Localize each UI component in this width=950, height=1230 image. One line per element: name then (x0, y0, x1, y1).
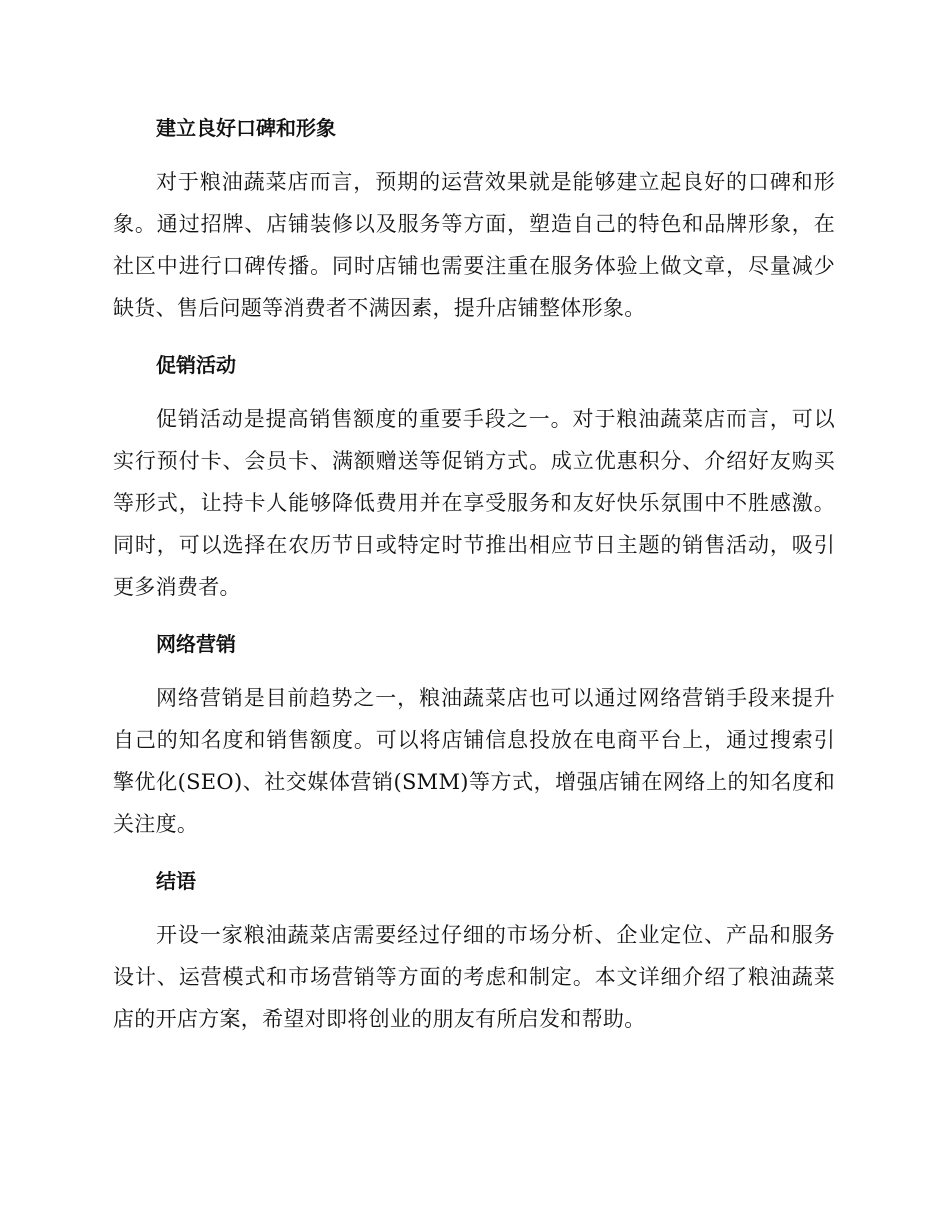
document-page (113, 108, 835, 1056)
section-paragraph: 开设一家粮油蔬菜店需要经过仔细的市场分析、企业定位、产品和服务设计、运营模式和市场营销等方面的考虑和制定。本文详细介绍了粮油蔬菜店的开店方案，希望对即将创业的朋友有所启发和帮助。 (113, 923, 835, 1031)
section-online-marketing (113, 624, 835, 845)
section-heading: 结语 (156, 869, 196, 893)
section-heading: 网络营销 (156, 632, 236, 656)
section-paragraph: 网络营销是目前趋势之一，粮油蔬菜店也可以通过网络营销手段来提升自己的知名度和销售额度。可以将店铺信息投放在电商平台上，通过搜索引擎优化(SEO)、社交媒体营销(SMM)等方式，增强店铺在网络上的知名度和关注度。 (113, 686, 835, 836)
section-paragraph: 促销活动是提高销售额度的重要手段之一。对于粮油蔬菜店而言，可以实行预付卡、会员卡、满额赠送等促销方式。成立优惠积分、介绍好友购买等形式，让持卡人能够降低费用并在享受服务和友好快乐氛围中不胜感激。同时，可以选择在农历节日或特定时节推出相应节日主题的销售活动，吸引更多消费者。 (113, 407, 835, 599)
section-heading: 促销活动 (156, 353, 236, 377)
section-promotion (113, 345, 835, 608)
section-conclusion (113, 861, 835, 1040)
section-paragraph: 对于粮油蔬菜店而言，预期的运营效果就是能够建立起良好的口碑和形象。通过招牌、店铺装修以及服务等方面，塑造自己的特色和品牌形象，在社区中进行口碑传播。同时店铺也需要注重在服务体验上做文章，尽量减少缺货、售后问题等消费者不满因素，提升店铺整体形象。 (113, 170, 835, 320)
section-heading: 建立良好口碑和形象 (156, 116, 336, 140)
section-reputation (113, 108, 835, 329)
